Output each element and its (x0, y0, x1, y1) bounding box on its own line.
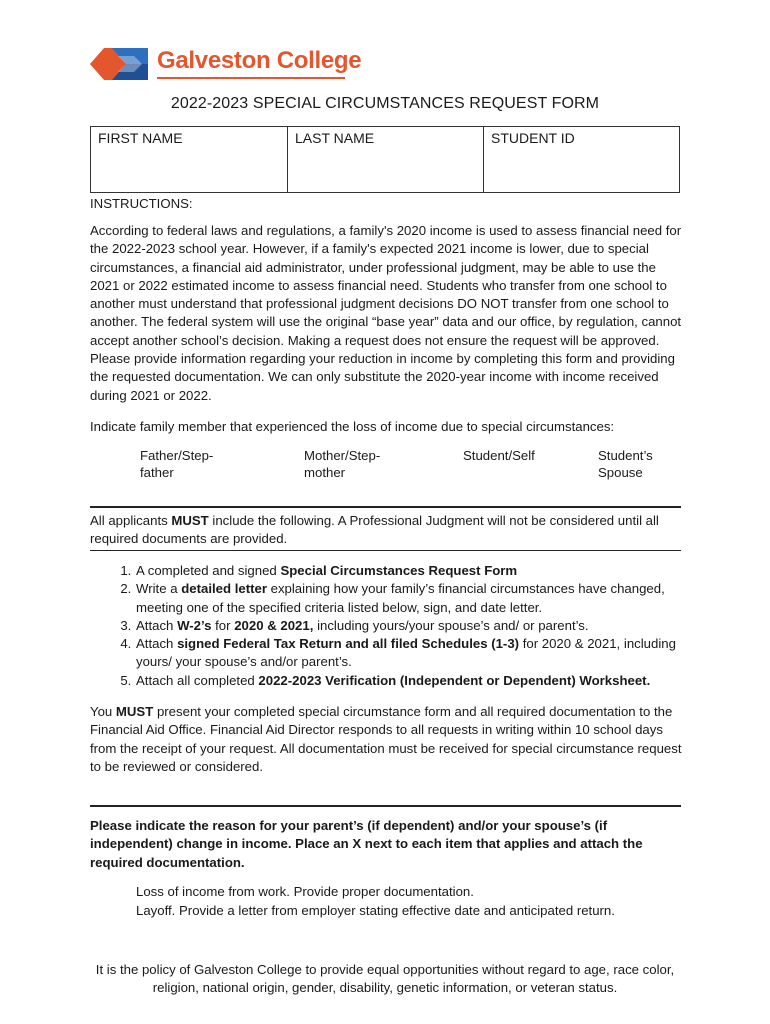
family-member-prompt: Indicate family member that experienced the loss of income due to special circumstances: (90, 419, 615, 434)
logo-wordmark: Galveston College (157, 47, 362, 74)
instructions-body: According to federal laws and regulations, a family's 2020 income is used to assess financial need for the 2022-2023 school year. However, if a family's expected 2021 income is lower, due to special circumstances, a financial aid administrator, under professional judgment, may be able to use the 2021 or 2022 estimated income to assess financial need. Students who transfer from one school to another must understand that professional judgment decisions DO NOT transfer from one school to another. The federal system will use the original “base year” data and our office, by regulation, cannot accept another school’s decision. Making a request does not ensure the request will be approved. Please provide information regarding your reduction in income by completing this form and providing the requested documentation. We can only substitute the 2020-year income with income received during 2021 or 2022. (90, 223, 682, 403)
list-item: 3. Attach W-2’s for 2020 & 2021, including yours/your spouse’s and/ or parent’s. (135, 617, 715, 635)
list-item: 1. A completed and signed Special Circumstances Request Form (135, 562, 715, 580)
list-item: 2. Write a detailed letter explaining how your family’s financial circumstances have changed, meeting one of the specified criteria listed below, sign, and date letter. (135, 580, 715, 617)
section-divider (90, 550, 681, 551)
first-name-label: FIRST NAME (98, 130, 183, 146)
required-documents-list (108, 562, 715, 690)
form-title: 2022-2023 SPECIAL CIRCUMSTANCES REQUEST FORM (170, 95, 600, 112)
option-student-self[interactable] (441, 447, 573, 464)
section-divider (90, 506, 681, 508)
option-spouse[interactable] (576, 447, 660, 481)
option-label: Mother/Step-mother (304, 448, 381, 480)
checkbox-icon[interactable] (576, 447, 598, 481)
checkbox-icon[interactable] (110, 882, 136, 901)
college-logo (90, 40, 362, 92)
logo-underline (157, 77, 345, 79)
student-id-label: STUDENT ID (491, 130, 575, 146)
equal-opportunity-policy: It is the policy of Galveston College to provide equal opportunities without regard to age, race color, religion, national origin, gender, disability, genetic information, or veteran status. (95, 962, 675, 996)
section-divider (90, 805, 681, 807)
last-name-label: LAST NAME (295, 130, 375, 146)
list-item: 4. Attach signed Federal Tax Return and all filed Schedules (1-3) for 2020 & 2021, including yours/ your spouse’s and/or parent’s. (135, 635, 715, 672)
reason-options (110, 882, 690, 920)
list-item: 5. Attach all completed 2022-2023 Verification (Independent or Dependent) Worksheet. (135, 672, 715, 690)
option-label: Student’s Spouse (598, 448, 653, 480)
checkbox-icon[interactable] (110, 901, 136, 920)
student-info-table (90, 126, 680, 193)
checkbox-icon[interactable] (118, 447, 140, 481)
option-label: Father/Step-father (140, 448, 214, 480)
option-label: Layoff. Provide a letter from employer stating effective date and anticipated return. (136, 903, 615, 918)
reason-heading: Please indicate the reason for your parent’s (if dependent) and/or your spouse’s (if independent) change in income. Place an X next to each item that applies and attach the required documentation. (90, 818, 643, 870)
chevron-logo-icon (90, 40, 154, 88)
submission-notice: You MUST present your completed special circumstance form and all required documentation to the Financial Aid Office. Financial Aid Director responds to all requests in writing within 10 school days from the receipt of your request. All documentation must be received for special circumstance request to be reviewed or considered. (90, 704, 682, 774)
option-mother[interactable] (282, 447, 394, 481)
reason-option-loss-of-income[interactable] (110, 882, 690, 901)
option-label: Loss of income from work. Provide proper documentation. (136, 884, 474, 899)
last-name-field[interactable] (288, 127, 484, 193)
option-father[interactable] (118, 447, 230, 481)
first-name-field[interactable] (91, 127, 288, 193)
applicants-notice: All applicants MUST include the following. A Professional Judgment will not be considered until all required documents are provided. (90, 513, 659, 547)
reason-option-layoff[interactable] (110, 901, 690, 920)
checkbox-icon[interactable] (441, 447, 463, 464)
checkbox-icon[interactable] (282, 447, 304, 481)
option-label: Student/Self (463, 448, 535, 463)
student-id-field[interactable] (484, 127, 680, 193)
instructions-label: INSTRUCTIONS: (90, 196, 193, 211)
